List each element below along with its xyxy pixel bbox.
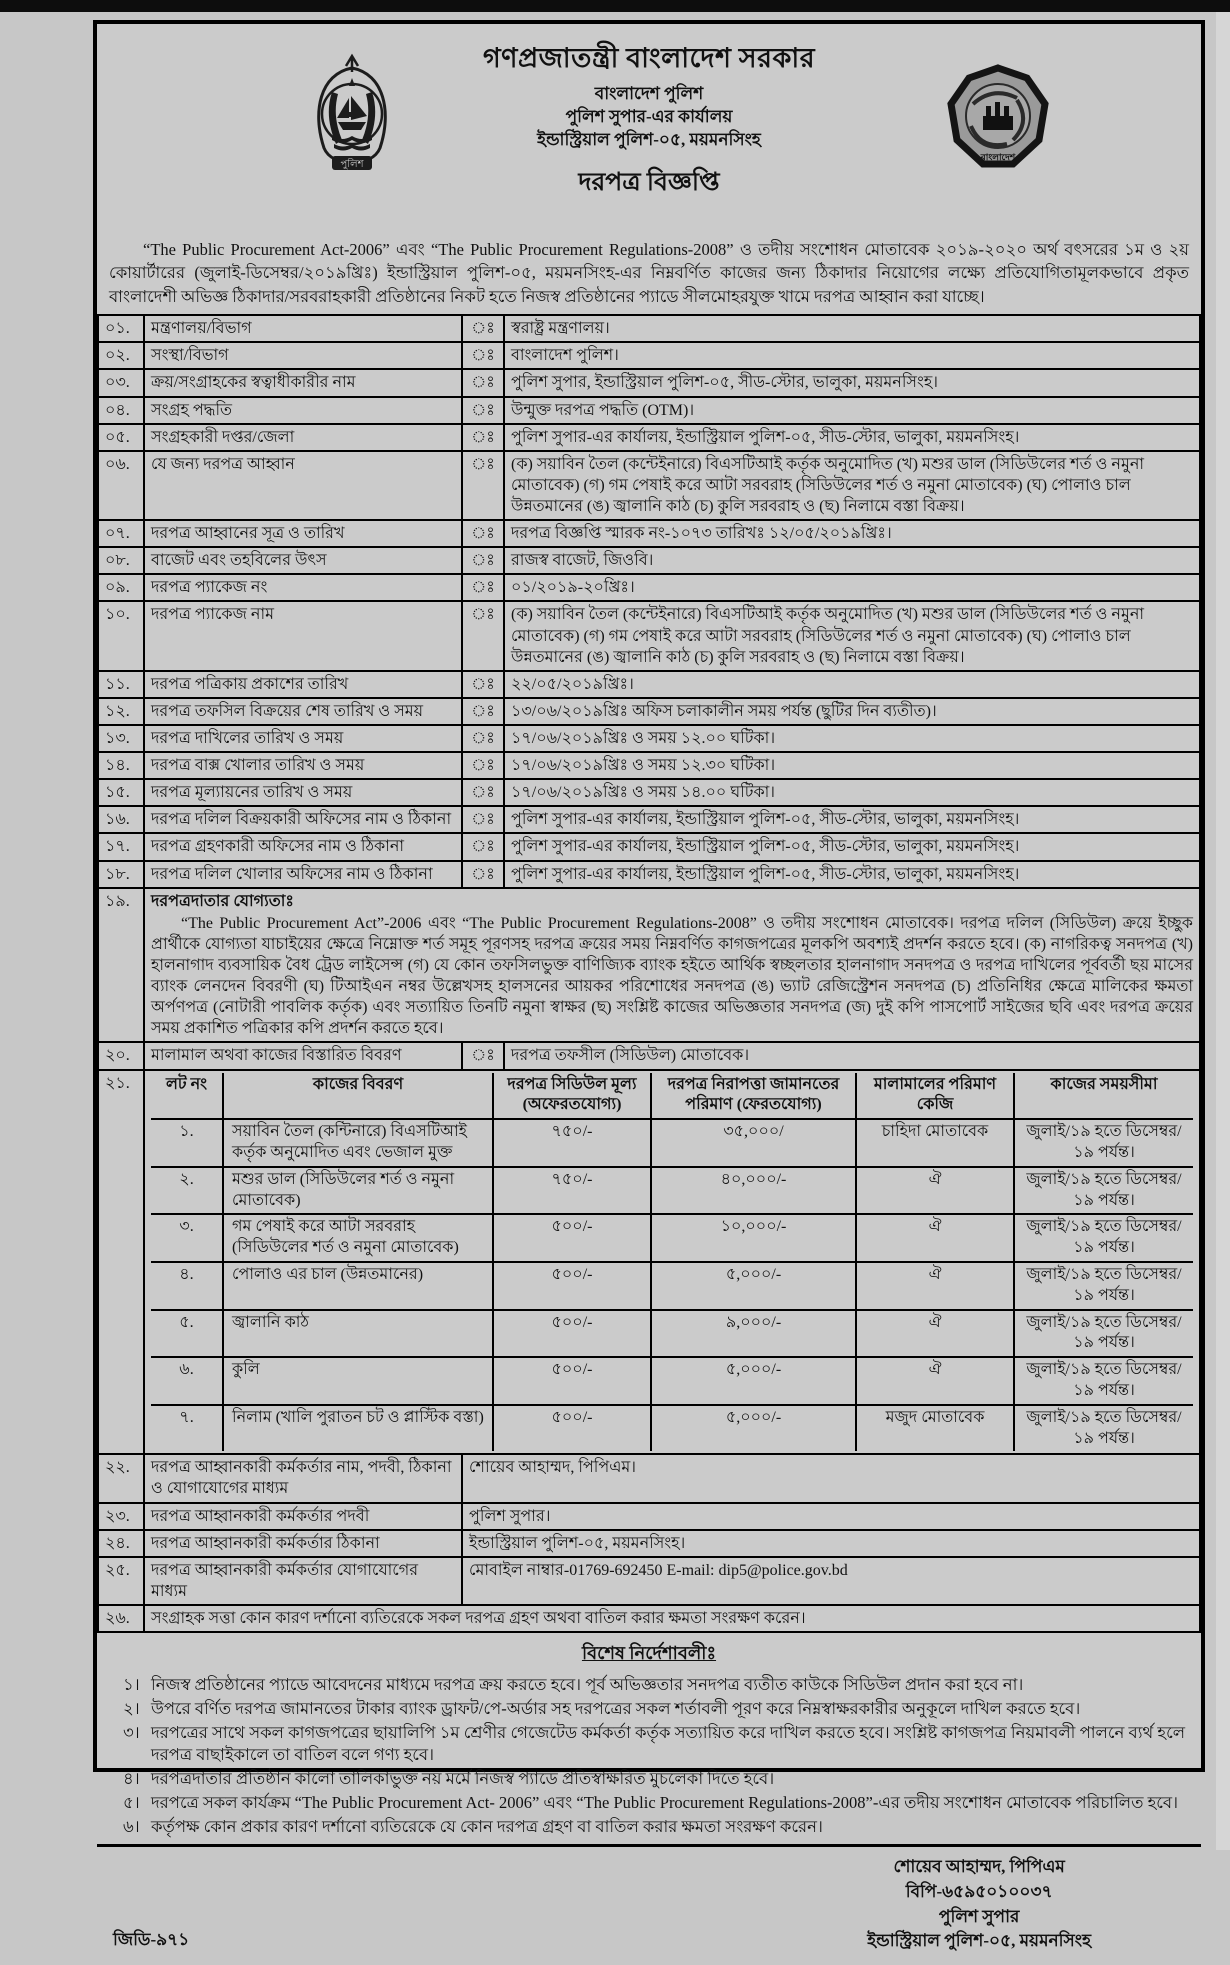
table-row: ০৮. বাজেট এবং তহবিলের উৎস ঃ রাজস্ব বাজেট, জিওবি। — [98, 547, 1200, 574]
scan-right-margin — [1216, 12, 1230, 1850]
document-header — [97, 24, 1201, 234]
lot-row: ৩. গম পেষাই করে আটা সরবরাহ (সিডিউলের শর্ত ও নমুনা মোতাবেক) ৫০০/- ১০,০০০/- ঐ জুলাই/১৯ হতে ডিসেম্বর/১৯ পর্যন্ত। — [151, 1214, 1193, 1262]
table-row: ১৮. দরপত্র দলিল খোলার অফিসের নাম ও ঠিকানা ঃ পুলিশ সুপার-এর কার্যালয়, ইন্ডাস্ট্রিয়াল পুলিশ-০৫, সীড-স্টোর, ভালুকা, ময়মনসিংহ। — [98, 861, 1200, 888]
lot-row: ৪. পোলাও এর চাল (উন্নতমানের) ৫০০/- ৫,০০০/- ঐ জুলাই/১৯ হতে ডিসেম্বর/১৯ পর্যন্ত। — [151, 1262, 1193, 1310]
special-instruction-item — [107, 1674, 1191, 1697]
unit-name: ইন্ডাস্ট্রিয়াল পুলিশ-০৫, ময়মনসিংহ — [537, 129, 761, 149]
lot-header-row: লট নং কাজের বিবরণ দরপত্র সিডিউল মূল্য (অফেরতযোগ্য) দরপত্র নিরাপত্তা জামানতের পরিমাণ (ফেরতযোগ্য) মালামালের পরিমাণ কেজি কাজের সময়সীমা — [151, 1073, 1193, 1120]
lot-table-container — [144, 1070, 1200, 1455]
qualification-row — [98, 888, 1200, 1043]
gd-reference-number: জিডি-৯৭১ — [113, 1930, 190, 1950]
tender-info-table — [97, 314, 1201, 1633]
qualification-cell — [144, 888, 1200, 1043]
table-row: ০৬. যে জন্য দরপত্র আহ্বান ঃ (ক) সয়াবিন তৈল (কন্টেইনারে) বিএসটিআই কর্তৃক অনুমোদিত (খ) মশুর ডাল (সিডিউলের শর্ত ও নমুনা মোতাবেক) (গ) গম পেষাই করে আটা সরবরাহ (সিডিউলের শর্ত ও নমুনা মোতাবেক) (ঘ) পোলাও চাল উন্নতমানের (ঙ) জ্বালানি কাঠ (চ) কুলি সরবরাহ ও (ছ) নিলামে বস্তা বিক্রয়। — [98, 451, 1200, 520]
colon-separator: ঃ — [462, 315, 504, 342]
table-row: ১৪. দরপত্র বাক্স খোলার তারিখ ও সময় ঃ ১৭/০৬/২০১৯খ্রিঃ ও সময় ১২.৩০ ঘটিকা। — [98, 752, 1200, 779]
special-instructions-section — [97, 1633, 1201, 1838]
table-row: ১২. দরপত্র তফসিল বিক্রয়ের শেষ তারিখ ও সময় ঃ ১৩/০৬/২০১৯খ্রিঃ অফিস চলাকালীন সময় পর্যন্ত (ছুটির দিন ব্যতীত)। — [98, 698, 1200, 725]
police-emblem-banner-text: পুলিশ — [340, 159, 364, 170]
row-serial: ১৯. — [98, 888, 144, 1043]
lot-col-header: লট নং — [151, 1073, 223, 1120]
signature-section — [97, 1844, 1201, 1965]
office-name: পুলিশ সুপার-এর কার্যালয় — [565, 106, 733, 126]
table-row: ১৫. দরপত্র মূল্যায়নের তারিখ ও সময় ঃ ১৭/০৬/২০১৯খ্রিঃ ও সময় ১৪.০০ ঘটিকা। — [98, 779, 1200, 806]
industrial-badge-country-text: বাংলাদেশ — [980, 152, 1016, 162]
row-value: স্বরাষ্ট্র মন্ত্রণালয়। — [504, 315, 1200, 342]
lot-row: ১. সয়াবিন তৈল (কন্টিনারে) বিএসটিআই কর্তৃক অনুমোদিত এবং ভেজাল মুক্ত ৭৫০/- ৩৫,০০০/ চাহিদা মোতাবেক জুলাই/১৯ হতে ডিসেম্বর/১৯ পর্যন্ত। — [151, 1119, 1193, 1167]
tender-notice-document — [93, 20, 1205, 1951]
special-instruction-item: ৪। দরপত্রদাতার প্রতিষ্ঠান কালো তালিকাভুক্ত নয় মর্মে নিজস্ব প্যাডে প্রতিস্বাক্ষরিত মুচলেকা দিতে হবে। — [123, 1769, 775, 1789]
special-instruction-item: ৩। দরপত্রের সাথে সকল কাগজপত্রের ছায়ালিপি ১ম শ্রেণীর গেজেটেড কর্মকর্তা কর্তৃক সত্যায়িত করে দাখিল করতে হবে। সংশ্লিষ্ট কাগজপত্র নিয়মাবলী পালনে ব্যর্থ হলে দরপত্র বাছাইকালে তা বাতিল বলে গণ্য হবে। — [123, 1722, 1185, 1765]
table-row: ২৬. সংগ্রাহক সত্তা কোন কারণ দর্শানো ব্যতিরেকে সকল দরপত্র গ্রহণ অথবা বাতিল করার ক্ষমতা সংরক্ষণ করেন। — [98, 1605, 1200, 1632]
special-instruction-item: ৬। কর্তৃপক্ষ কোন প্রকার কারণ দর্শানো ব্যতিরেকে যে কোন দরপত্র গ্রহণ বা বাতিল করার ক্ষমতা সংরক্ষণ করেন। — [123, 1816, 823, 1836]
item-number: ১। — [123, 1675, 140, 1695]
table-row: ১১. দরপত্র পত্রিকায় প্রকাশের তারিখ ঃ ২২/০৫/২০১৯খ্রিঃ। — [98, 671, 1200, 698]
item-text: নিজস্ব প্রতিষ্ঠানের প্যাডে আবেদনের মাধ্যমে দরপত্র ক্রয় করতে হবে। পূর্ব অভিজ্ঞতার সনদপত্র ব্যতীত কাউকে সিডিউল প্রদান করা হবে না। — [151, 1675, 1024, 1695]
lot-row: ৫. জ্বালানি কাঠ ৫০০/- ৯,০০০/- ঐ জুলাই/১৯ হতে ডিসেম্বর/১৯ পর্যন্ত। — [151, 1310, 1193, 1358]
row-serial: ০১. — [98, 315, 144, 342]
table-row: ১৭. দরপত্র গ্রহণকারী অফিসের নাম ও ঠিকানা ঃ পুলিশ সুপার-এর কার্যালয়, ইন্ডাস্ট্রিয়াল পুলিশ-০৫, সীড-স্টোর, ভালুকা, ময়মনসিংহ। — [98, 833, 1200, 860]
notice-title: দরপত্র বিজ্ঞপ্তি — [578, 168, 720, 196]
intro-paragraph: “The Public Procurement Act-2006” এবং “The Public Procurement Regulations-2008” ও তদীয় সংশোধন মোতাবেক ২০১৯-২০২০ অর্থ বৎসরের ১ম ও ২য় কোয়ার্টারের (জুলাই-ডিসেম্বর/২০১৯খ্রিঃ) ইন্ডাস্ট্রিয়াল পুলিশ-০৫, ময়মনসিংহ-এর নিম্নবর্ণিত কাজের জন্য ঠিকাদার নিয়োগের লক্ষ্যে প্রতিযোগিতামূলকভাবে প্রকৃত বাংলাদেশী অভিজ্ঞ ঠিকাদার/সরবরাহকারী প্রতিষ্ঠানের নিকট হতে নিজস্ব প্রতিষ্ঠানের প্যাডে সীলমোহরযুক্ত খামে দরপত্র আহ্বান করা যাচ্ছে। — [109, 240, 1189, 306]
table-row: ০৪. সংগ্রহ পদ্ধতি ঃ উন্মুক্ত দরপত্র পদ্ধতি (OTM)। — [98, 397, 1200, 424]
qualification-heading: দরপত্রদাতার যোগ্যতাঃ — [151, 892, 294, 910]
row-label: মন্ত্রণালয়/বিভাগ — [144, 315, 462, 342]
lot-table-row — [98, 1070, 1200, 1455]
special-instruction-item: ৫। দরপত্রে সকল কার্যক্রম “The Public Procurement Act- 2006” এবং “The Public Procurement Regulations-2008”-এর তদীয় সংশোধন মোতাবেক পরিচালিত হবে। — [123, 1792, 1178, 1812]
signatory-unit: ইন্ডাস্ট্রিয়াল পুলিশ-০৫, ময়মনসিংহ — [867, 1931, 1091, 1951]
bangladesh-police-emblem-icon — [302, 52, 402, 199]
table-row: ২৩. দরপত্র আহ্বানকারী কর্মকর্তার পদবী পুলিশ সুপার। — [98, 1503, 1200, 1530]
government-title: গণপ্রজাতন্ত্রী বাংলাদেশ সরকার — [482, 43, 816, 73]
table-row: ০৯. দরপত্র প্যাকেজ নং ঃ ০১/২০১৯-২০খ্রিঃ। — [98, 574, 1200, 601]
table-row: ২৪. দরপত্র আহ্বানকারী কর্মকর্তার ঠিকানা ইন্ডাস্ট্রিয়াল পুলিশ-০৫, ময়মনসিংহ। — [98, 1530, 1200, 1557]
table-row: ১৩. দরপত্র দাখিলের তারিখ ও সময় ঃ ১৭/০৬/২০১৯খ্রিঃ ও সময় ১২.০০ ঘটিকা। — [98, 725, 1200, 752]
table-row: ০৩. ক্রয়/সংগ্রাহকের স্বত্বাধীকারীর নাম ঃ পুলিশ সুপার, ইন্ডাস্ট্রিয়াল পুলিশ-০৫, সীড-স্টোর, ভালুকা, ময়মনসিংহ। — [98, 369, 1200, 396]
lot-table — [151, 1073, 1193, 1452]
industrial-police-badge-icon — [945, 64, 1051, 179]
table-row: ০৭. দরপত্র আহ্বানের সূত্র ও তারিখ ঃ দরপত্র বিজ্ঞপ্তি স্মারক নং-১০৭৩ তারিখঃ ১২/০৫/২০১৯খ্রিঃ। — [98, 520, 1200, 547]
special-instruction-item: ২। উপরে বর্ণিত দরপত্র জামানতের টাকার ব্যাংক ড্রাফট/পে-অর্ডার সহ দরপত্রের সকল শর্তাবলী পূরণ করে নিম্নস্বাক্ষরকারীর অনুকূলে দাখিল করতে হবে। — [123, 1698, 1081, 1718]
table-row: ২৫. দরপত্র আহ্বানকারী কর্মকর্তার যোগাযোগের মাধ্যম মোবাইল নাম্বার-01769-692450 E-mail: dip5@police.gov.bd — [98, 1557, 1200, 1605]
table-row: ২২. দরপত্র আহ্বানকারী কর্মকর্তার নাম, পদবী, ঠিকানা ও যোগাযোগের মাধ্যম শোয়েব আহাম্মদ, পিপিএম। — [98, 1454, 1200, 1502]
scan-top-black-bar — [0, 0, 1230, 12]
special-instructions-heading: বিশেষ নির্দেশাবলীঃ — [581, 1643, 717, 1664]
signatory-name: শোয়েব আহাম্মদ, পিপিএম — [893, 1857, 1065, 1877]
reservation-clause: সংগ্রাহক সত্তা কোন কারণ দর্শানো ব্যতিরেকে সকল দরপত্র গ্রহণ অথবা বাতিল করার ক্ষমতা সংরক্ষণ করেন। — [144, 1605, 1200, 1632]
table-row: ১৬. দরপত্র দলিল বিক্রয়কারী অফিসের নাম ও ঠিকানা ঃ পুলিশ সুপার-এর কার্যালয়, ইন্ডাস্ট্রিয়াল পুলিশ-০৫, সীড-স্টোর, ভালুকা, ময়মনসিংহ। — [98, 806, 1200, 833]
table-row: ১০. দরপত্র প্যাকেজ নাম ঃ (ক) সয়াবিন তৈল (কন্টেইনারে) বিএসটিআই কর্তৃক অনুমোদিত (খ) মশুর ডাল (সিডিউলের শর্ত ও নমুনা মোতাবেক) (গ) গম পেষাই করে আটা সরবরাহ (সিডিউলের শর্ত ও নমুনা মোতাবেক) (ঘ) পোলাও চাল উন্নতমানের (ঙ) জ্বালানি কাঠ (চ) কুলি সরবরাহ ও (ছ) নিলামে বস্তা বিক্রয়। — [98, 601, 1200, 670]
table-row — [98, 315, 1200, 342]
table-row: ২০. মালামাল অথবা কাজের বিস্তারিত বিবরণ ঃ দরপত্র তফসীল (সিডিউল) মোতাবেক। — [98, 1042, 1200, 1069]
qualification-body: “The Public Procurement Act”-2006 এবং “The Public Procurement Regulations-2008” ও তদীয় সংশোধন মোতাবেক। দরপত্র দলিল (সিডিউল) ক্রয়ে ইচ্ছুক প্রার্থীকে যোগ্যতা যাচাইয়ের ক্ষেত্রে নিম্নোক্ত শর্ত সমূহ পূরণসহ দরপত্র ক্রয়ের সময় নিম্নবর্ণিত কাগজপত্রের মূলকপি অবশ্যই প্রদর্শন করতে হবে। (ক) নাগরিকত্ব সনদপত্র (খ) হালনাগাদ ব্যবসায়িক বৈধ ট্রেড লাইসেন্স (গ) যে কোন তফসিলভুক্ত বাণিজ্যিক ব্যাংক হইতে আর্থিক স্বচ্ছলতার হালনাগাদ সনদপত্র ও দরপত্র দাখিলের পূর্ববর্তী ছয় মাসের ব্যাংক লেনদেন বিবরণী (ঘ) টিআইএন নম্বর উল্লেখসহ হালসনের আয়কর পরিশোধের সনদপত্র (ঙ) ভ্যাট রেজিস্ট্রেশন সনদপত্র (চ) প্রতিনিধির ক্ষেত্রে মালিকের ক্ষমতা অর্পণপত্র (নোটারী পাবলিক কর্তৃক) এবং সত্যায়িত তিনটি নমুনা স্বাক্ষর (ছ) সংশ্লিষ্ট কাজের অভিজ্ঞতার সনদপত্র (জ) দুই কপি পাসপোর্ট সাইজের ছবি এবং দরপত্র ক্রয়ের সময় প্রকাশিত পত্রিকার কপি প্রদর্শন করতে হবে। — [151, 914, 1193, 1038]
row-serial: ২১. — [98, 1070, 144, 1455]
lot-row: ৬. কুলি ৫০০/- ৫,০০০/- ঐ জুলাই/১৯ হতে ডিসেম্বর/১৯ পর্যন্ত। — [151, 1357, 1193, 1405]
lot-row: ২. মশুর ডাল (সিডিউলের শর্ত ও নমুনা মোতাবেক) ৭৫০/- ৪০,০০০/- ঐ জুলাই/১৯ হতে ডিসেম্বর/১৯ পর্যন্ত। — [151, 1167, 1193, 1215]
signatory-rank: পুলিশ সুপার — [938, 1906, 1020, 1926]
table-row: ০২. সংস্থা/বিভাগ ঃ বাংলাদেশ পুলিশ। — [98, 342, 1200, 369]
lot-row: ৭. নিলাম (খালি পুরাতন চট ও প্লাস্টিক বস্তা) ৫০০/- ৫,০০০/- মজুদ মোতাবেক জুলাই/১৯ হতে ডিসেম্বর/১৯ পর্যন্ত। — [151, 1405, 1193, 1452]
table-row: ০৫. সংগ্রহকারী দপ্তর/জেলা ঃ পুলিশ সুপার-এর কার্যালয়, ইন্ডাস্ট্রিয়াল পুলিশ-০৫, সীড-স্টোর, ভালুকা, ময়মনসিংহ। — [98, 424, 1200, 451]
signature-block — [867, 1855, 1091, 1954]
signatory-bp-number: বিপি-৬৫৯৫০১০০৩৭ — [905, 1882, 1053, 1902]
organization-name: বাংলাদেশ পুলিশ — [594, 84, 704, 103]
